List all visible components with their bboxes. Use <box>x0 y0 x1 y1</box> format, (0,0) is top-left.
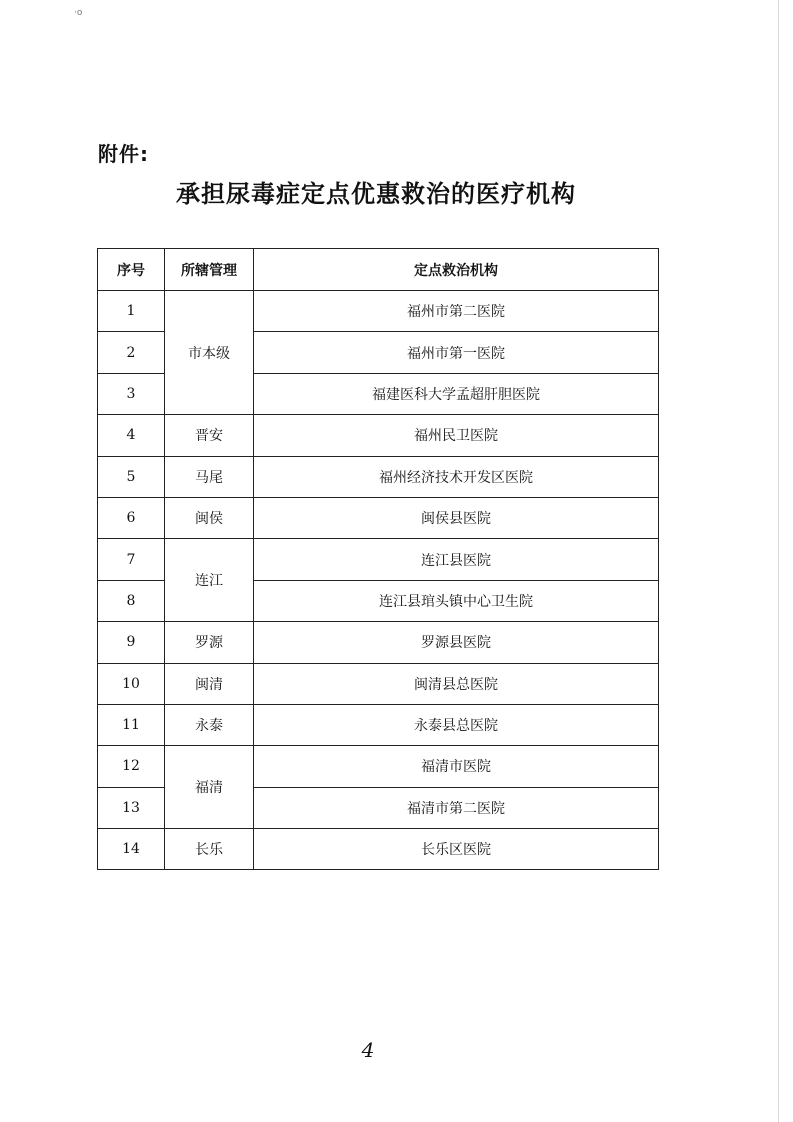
table-row <box>98 704 659 745</box>
row-number-cell: 9 <box>98 622 165 663</box>
institution-cell: 连江县医院 <box>254 539 659 580</box>
jurisdiction-cell: 罗源 <box>165 622 254 663</box>
table-row <box>98 539 659 580</box>
institution-cell: 闽清县总医院 <box>254 663 659 704</box>
table-row <box>98 415 659 456</box>
row-number-cell: 10 <box>98 663 165 704</box>
document-title: 承担尿毒症定点优惠救治的医疗机构 <box>176 179 576 208</box>
table-row <box>98 456 659 497</box>
institution-cell: 福清市医院 <box>254 746 659 787</box>
table-row <box>98 746 659 787</box>
column-header-jurisdiction: 所辖管理 <box>165 249 254 291</box>
column-header-number: 序号 <box>98 249 165 291</box>
table-row <box>98 497 659 538</box>
institution-cell: 福州经济技术开发区医院 <box>254 456 659 497</box>
row-number-cell: 11 <box>98 704 165 745</box>
table-header-row <box>98 249 659 291</box>
row-number-cell: 4 <box>98 415 165 456</box>
table-row <box>98 829 659 870</box>
institution-cell: 罗源县医院 <box>254 622 659 663</box>
table-header <box>98 249 659 291</box>
jurisdiction-cell: 马尾 <box>165 456 254 497</box>
scan-mark: ·o <box>74 8 83 18</box>
row-number-cell: 12 <box>98 746 165 787</box>
row-number-cell: 14 <box>98 829 165 870</box>
row-number-cell: 13 <box>98 787 165 828</box>
jurisdiction-cell: 连江 <box>165 539 254 622</box>
jurisdiction-cell: 闽清 <box>165 663 254 704</box>
row-number-cell: 5 <box>98 456 165 497</box>
table-body <box>98 291 659 870</box>
attachment-label: 附件: <box>98 142 149 166</box>
jurisdiction-cell: 晋安 <box>165 415 254 456</box>
hospital-table <box>97 248 659 870</box>
page-number: 4 <box>361 1038 375 1062</box>
row-number-cell: 2 <box>98 332 165 373</box>
jurisdiction-cell: 永泰 <box>165 704 254 745</box>
jurisdiction-cell: 闽侯 <box>165 497 254 538</box>
institution-cell: 福建医科大学孟超肝胆医院 <box>254 373 659 414</box>
page-edge-line <box>778 0 779 1122</box>
institution-cell: 连江县琯头镇中心卫生院 <box>254 580 659 621</box>
row-number-cell: 3 <box>98 373 165 414</box>
institution-cell: 福州民卫医院 <box>254 415 659 456</box>
row-number-cell: 7 <box>98 539 165 580</box>
column-header-institution: 定点救治机构 <box>254 249 659 291</box>
row-number-cell: 8 <box>98 580 165 621</box>
institution-cell: 福州市第一医院 <box>254 332 659 373</box>
jurisdiction-cell: 长乐 <box>165 829 254 870</box>
table-row <box>98 622 659 663</box>
table-row <box>98 291 659 332</box>
row-number-cell: 1 <box>98 291 165 332</box>
jurisdiction-cell: 市本级 <box>165 291 254 415</box>
table-row <box>98 663 659 704</box>
institution-cell: 永泰县总医院 <box>254 704 659 745</box>
institution-cell: 长乐区医院 <box>254 829 659 870</box>
row-number-cell: 6 <box>98 497 165 538</box>
jurisdiction-cell: 福清 <box>165 746 254 829</box>
institution-cell: 福州市第二医院 <box>254 291 659 332</box>
institution-cell: 福清市第二医院 <box>254 787 659 828</box>
institution-cell: 闽侯县医院 <box>254 497 659 538</box>
